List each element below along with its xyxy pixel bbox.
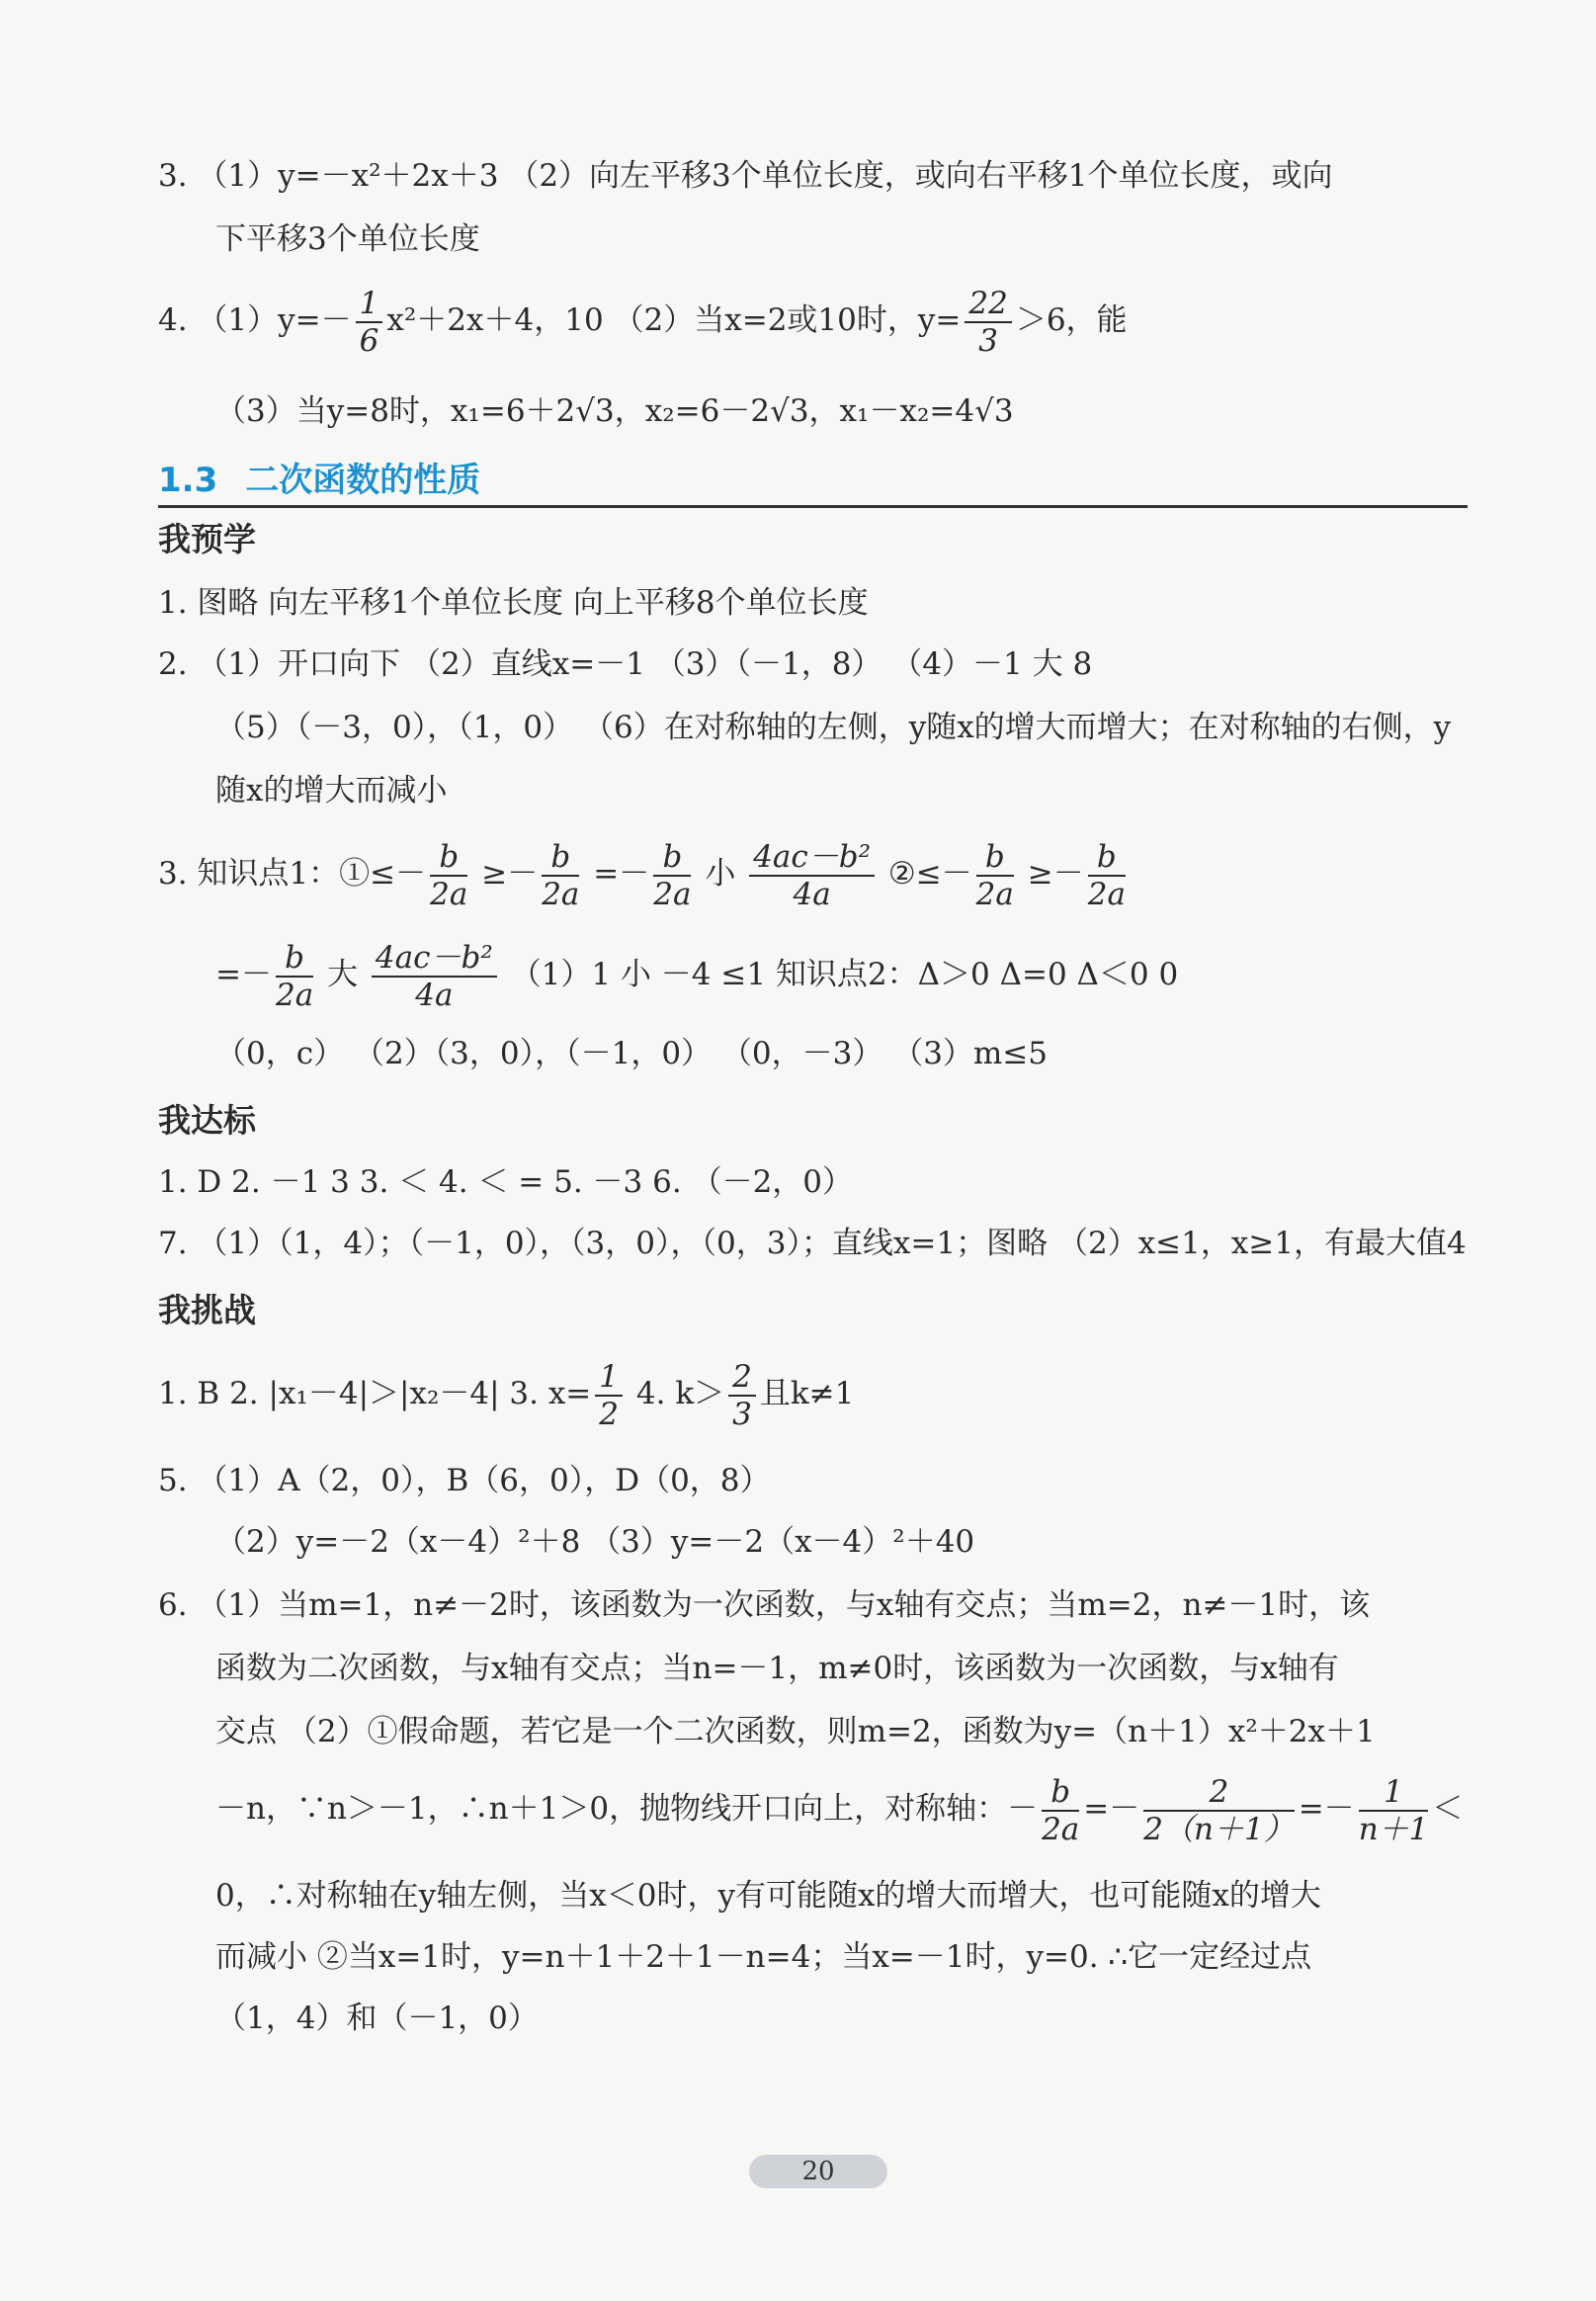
numerator: b [276, 940, 313, 978]
text: 4. （1）y=－ [158, 302, 352, 338]
denominator: 2a [275, 977, 314, 1013]
text: 4. k＞ [635, 1376, 725, 1411]
text: =－ [593, 856, 650, 892]
prev-q4-line1 [158, 281, 1468, 360]
preview-line7: （0，c） （2）（3，0），（－1，0） （0，－3） （3）m≤5 [215, 1036, 1049, 1071]
numerator: 4ac－b² [749, 839, 875, 877]
denominator: 2a [430, 876, 468, 912]
denominator: 2a [653, 876, 692, 912]
text: ≥－ [481, 856, 539, 892]
challenge-line2: 5. （1）A（2，0），B（6，0），D（0，8） [158, 1463, 771, 1498]
text: 大 [327, 957, 359, 992]
preview-heading: 我预学 [158, 520, 256, 558]
section-number: 1.3 [158, 461, 218, 500]
denominator: 2a [542, 876, 580, 912]
preview-line1: 1. 图略 向左平移1个单位长度 向上平移8个单位长度 [158, 585, 869, 621]
challenge-line1 [158, 1354, 1468, 1433]
target-line1: 1. D 2. －1 3 3. ＜ 4. ＜ = 5. －3 6. （－2，0） [158, 1164, 854, 1200]
fraction [356, 286, 383, 359]
numerator: b [1088, 839, 1126, 877]
denominator: 2a [1042, 1811, 1080, 1847]
denominator: 2 [599, 1396, 620, 1432]
numerator: 2 [728, 1359, 756, 1397]
fraction [430, 839, 467, 912]
challenge-heading: 我挑战 [158, 1291, 256, 1329]
preview-line4: 随x的增大而减小 [215, 773, 448, 809]
numerator: 1 [1359, 1774, 1429, 1812]
target-heading: 我达标 [158, 1101, 256, 1140]
knowledge2-line [215, 935, 1468, 1014]
numerator: 1 [356, 286, 383, 323]
text: 小 [705, 856, 736, 892]
text: =－ [1298, 1791, 1355, 1827]
knowledge1-line [158, 834, 1468, 913]
prev-q4-line2: （3）当y=8时，x₁=6＋2√3，x₂=6－2√3，x₁－x₂=4√3 [215, 393, 1014, 429]
challenge-line6: 交点 （2）①假命题，若它是一个二次函数，则m=2，函数为y=（n＋1）x²＋2x＋1 [215, 1714, 1376, 1749]
challenge-line10: （1，4）和（－1，0） [215, 2001, 539, 2036]
section-name: 二次函数的性质 [245, 461, 481, 500]
fraction [976, 839, 1014, 912]
text: 3. 知识点1：①≤－ [158, 856, 427, 892]
text: 且k≠1 [759, 1376, 855, 1411]
page-number: 20 [749, 2155, 887, 2188]
numerator: 22 [965, 286, 1011, 323]
fraction [653, 839, 691, 912]
challenge-line7 [215, 1769, 1468, 1848]
numerator: 1 [595, 1359, 623, 1397]
numerator: b [542, 839, 579, 877]
challenge-line5: 函数为二次函数，与x轴有交点；当n=－1，m≠0时，该函数为一次函数，与x轴有 [215, 1651, 1339, 1686]
numerator: 2 [1143, 1774, 1294, 1812]
text: =－ [1083, 1791, 1140, 1827]
denominator: 6 [359, 322, 379, 359]
fraction [1143, 1774, 1294, 1847]
denominator: 2（n＋1） [1143, 1811, 1295, 1847]
fraction [1088, 839, 1126, 912]
fraction [965, 286, 1011, 359]
challenge-line3: （2）y=－2（x－4）²＋8 （3）y=－2（x－4）²＋40 [215, 1524, 975, 1560]
denominator: 3 [978, 322, 998, 359]
fraction [372, 940, 497, 1013]
numerator: b [976, 839, 1014, 877]
numerator: b [653, 839, 691, 877]
text: =－ [215, 957, 272, 992]
denominator: n＋1 [1358, 1811, 1429, 1847]
fraction [595, 1359, 623, 1432]
denominator: 2a [975, 876, 1014, 912]
denominator: 4a [793, 876, 831, 912]
section-title [158, 453, 1468, 508]
text: ＞6，能 [1015, 302, 1128, 338]
text: x²＋2x＋4，10 （2）当x=2或10时，y= [386, 302, 962, 338]
fraction [749, 839, 875, 912]
text: 1. B 2. |x₁－4|＞|x₂－4| 3. x= [158, 1376, 592, 1411]
challenge-line4: 6. （1）当m=1，n≠－2时，该函数为一次函数，与x轴有交点；当m=2，n≠－1时，该 [158, 1587, 1371, 1623]
denominator: 2a [1087, 876, 1126, 912]
text: －n，∵n＞－1，∴n＋1＞0，抛物线开口向上，对称轴：－ [215, 1791, 1039, 1827]
text: ②≤－ [887, 856, 972, 892]
denominator: 4a [415, 977, 454, 1013]
numerator: b [430, 839, 467, 877]
fraction [1359, 1774, 1429, 1847]
prev-q3-line2: 下平移3个单位长度 [215, 221, 480, 257]
text: （1）1 小 －4 ≤1 知识点2：Δ＞0 Δ=0 Δ＜0 0 [510, 957, 1179, 992]
challenge-line9: 而减小 ②当x=1时，y=n＋1＋2＋1－n=4；当x=－1时，y=0. ∴它一定经过点 [215, 1939, 1312, 1975]
denominator: 3 [732, 1396, 752, 1432]
target-line2: 7. （1）（1，4）；（－1，0），（3，0），（0，3）；直线x=1；图略 （2）x≤1，x≥1，有最大值4 [158, 1226, 1467, 1261]
fraction [276, 940, 313, 1013]
challenge-line8: 0，∴对称轴在y轴左侧，当x＜0时，y有可能随x的增大而增大，也可能随x的增大 [215, 1878, 1321, 1914]
preview-line3: （5）（－3，0），（1，0） （6）在对称轴的左侧，y随x的增大而增大；在对称轴的右侧，y [215, 710, 1452, 745]
text: ≥－ [1027, 856, 1084, 892]
fraction [728, 1359, 756, 1432]
numerator: b [1042, 1774, 1079, 1812]
preview-line2: 2. （1）开口向下 （2）直线x=－1 （3）（－1，8） （4）－1 大 8 [158, 646, 1093, 682]
text: ＜ [1432, 1791, 1464, 1827]
prev-q3-line1: 3. （1）y=－x²＋2x＋3 （2）向左平移3个单位长度，或向右平移1个单位长度，或向 [158, 158, 1333, 194]
fraction [542, 839, 579, 912]
fraction [1042, 1774, 1079, 1847]
numerator: 4ac－b² [372, 940, 497, 978]
